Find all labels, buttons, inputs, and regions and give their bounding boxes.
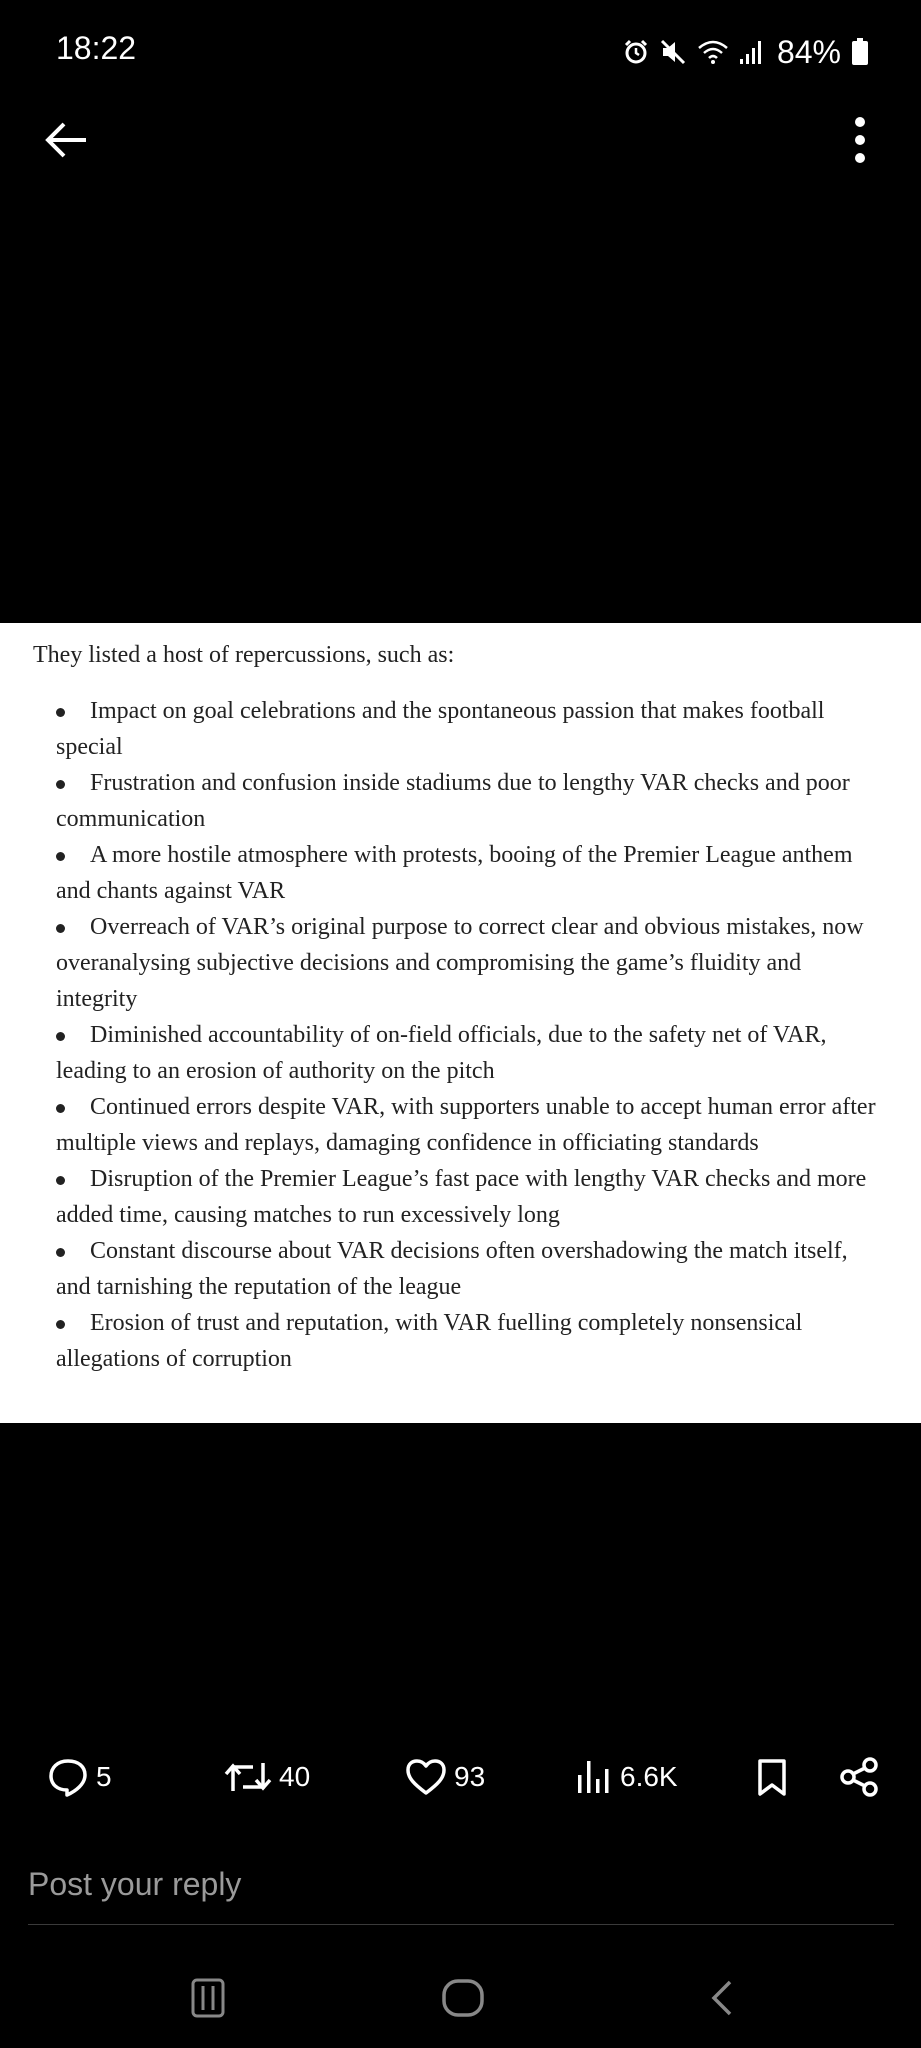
system-nav-bar	[0, 1955, 921, 2035]
arrow-left-icon	[36, 114, 96, 166]
reply-button[interactable]	[46, 1745, 112, 1809]
chevron-left-icon	[704, 1978, 740, 2018]
top-bar	[0, 100, 921, 180]
reply-area	[28, 1854, 894, 1925]
bullet-icon	[56, 780, 65, 789]
battery-percentage: 84%	[776, 33, 841, 70]
list-item: Overreach of VAR’s original purpose to correct clear and obvious mistakes, now overanalysing subjective decisions and compromising the game’s fluidity and integrity	[56, 914, 864, 1012]
mute-icon	[659, 38, 687, 66]
list-item: Diminished accountability of on-field officials, due to the safety net of VAR, leading to an erosion of authority on the pitch	[56, 1022, 827, 1084]
home-button[interactable]	[433, 1973, 493, 2023]
list-item: Continued errors despite VAR, with supporters unable to accept human error after multiple views and replays, damaging confidence in officiating standards	[56, 1094, 876, 1156]
views-icon	[574, 1757, 614, 1797]
recent-apps-icon	[188, 1978, 228, 2018]
list-item: Erosion of trust and reputation, with VAR fuelling completely nonsensical allegations of corruption	[56, 1310, 803, 1372]
share-button[interactable]	[838, 1745, 882, 1809]
bullet-icon	[56, 708, 65, 717]
repost-icon	[223, 1757, 273, 1797]
list-item: Constant discourse about VAR decisions often overshadowing the match itself, and tarnishing the reputation of the league	[56, 1238, 848, 1300]
reply-input[interactable]	[28, 1854, 894, 1914]
share-icon	[838, 1757, 882, 1797]
list-item: Disruption of the Premier League’s fast pace with lengthy VAR checks and more added time, causing matches to run excessively long	[56, 1166, 867, 1228]
views-button[interactable]	[574, 1745, 678, 1809]
bookmark-button[interactable]	[754, 1745, 790, 1809]
post-actions	[0, 1745, 921, 1809]
bullet-icon	[56, 852, 65, 861]
back-button[interactable]	[36, 114, 96, 166]
repost-button[interactable]	[223, 1745, 310, 1809]
battery-icon	[851, 38, 869, 66]
recent-apps-button[interactable]	[178, 1973, 238, 2023]
repost-count: 40	[279, 1761, 311, 1792]
signal-icon	[739, 39, 763, 65]
status-icons	[623, 30, 869, 74]
article-intro: They listed a host of repercussions, such as:	[33, 642, 455, 668]
bullet-icon	[56, 1104, 65, 1113]
bullet-icon	[56, 1248, 65, 1257]
status-time: 18:22	[56, 30, 137, 66]
repercussions-list	[56, 693, 876, 1377]
wifi-icon	[697, 39, 729, 65]
bookmark-icon	[754, 1757, 790, 1797]
more-options-button[interactable]	[835, 110, 885, 170]
bullet-icon	[56, 1320, 65, 1329]
heart-icon	[404, 1757, 448, 1797]
list-item: A more hostile atmosphere with protests, booing of the Premier League anthem and chants against VAR	[56, 842, 853, 904]
list-item: Impact on goal celebrations and the spontaneous passion that makes football special	[56, 698, 825, 760]
bullet-icon	[56, 924, 65, 933]
nav-back-button[interactable]	[692, 1973, 752, 2023]
like-button[interactable]	[404, 1745, 485, 1809]
more-vertical-icon	[835, 110, 885, 170]
bullet-icon	[56, 1032, 65, 1041]
bullet-icon	[56, 1176, 65, 1185]
like-count: 93	[454, 1761, 486, 1792]
views-count: 6.6K	[620, 1761, 678, 1792]
status-bar	[0, 0, 921, 100]
post-image[interactable]	[0, 623, 921, 1423]
home-icon	[440, 1977, 486, 2019]
alarm-icon	[623, 39, 649, 65]
reply-count: 5	[96, 1761, 112, 1792]
list-item: Frustration and confusion inside stadiums due to lengthy VAR checks and poor communication	[56, 770, 850, 832]
comment-icon	[46, 1755, 90, 1799]
